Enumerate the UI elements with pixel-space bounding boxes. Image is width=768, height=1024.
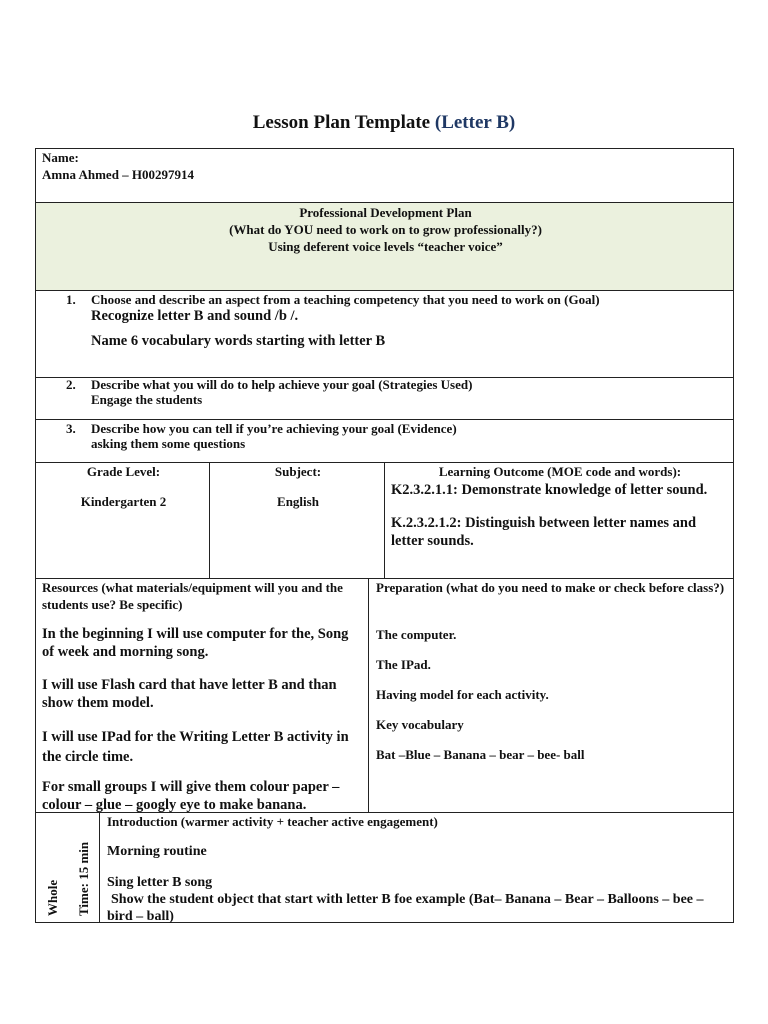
title-main: Lesson Plan Template (252, 112, 435, 133)
subject-cell (209, 462, 385, 579)
page-title (0, 112, 768, 134)
intro-side-cell (35, 812, 100, 923)
goal-line-1: Recognize letter B and sound /b /. (91, 308, 299, 324)
resources-p1: In the beginning I will use computer for the, Song of week and morning song. (42, 626, 349, 660)
name-label: Name: (42, 150, 79, 165)
pdp-line-1: Professional Development Plan (299, 205, 472, 220)
intro-p1: Morning routine (107, 844, 207, 859)
preparation-p2: The IPad. (376, 657, 431, 672)
pdp-line-2: (What do YOU need to work on to grow professionally?) (229, 222, 542, 237)
outcome-cell (384, 462, 734, 579)
name-section (35, 148, 734, 203)
evidence-section (35, 419, 734, 463)
evidence-value: asking them some questions (91, 436, 246, 451)
preparation-p3: Having model for each activity. (376, 687, 549, 702)
title-accent: (Letter B) (434, 112, 516, 133)
pdp-line-3: Using deferent voice levels “teacher voice” (268, 239, 503, 254)
resources-cell (35, 578, 369, 813)
grade-label: Grade Level: (86, 464, 161, 479)
subject-value: English (277, 494, 319, 509)
preparation-cell (368, 578, 734, 813)
strategies-label: Describe what you will do to help achieve your goal (Strategies Used) (91, 377, 473, 392)
outcome-label: Learning Outcome (MOE code and words): (438, 464, 682, 479)
goal-line-2: Name 6 vocabulary words starting with letter B (91, 333, 386, 349)
intro-label: Introduction (warmer activity + teacher active engagement) (107, 814, 438, 829)
goal-section (35, 290, 734, 378)
goal-number: 1. (66, 292, 76, 307)
intro-p2: Sing letter B song (107, 875, 213, 890)
outcome-item-1: K2.3.2.1.1: Demonstrate knowledge of letter sound. (391, 482, 708, 498)
strategies-value: Engage the students (91, 392, 203, 407)
strategies-section (35, 377, 734, 420)
resources-label: Resources (what materials/equipment will you and the students use? Be specific) (42, 580, 343, 612)
preparation-p4: Key vocabulary (376, 717, 464, 732)
resources-p3: I will use IPad for the Writing Letter B activity in the circle time. (42, 729, 349, 765)
outcome-item-2: K.2.3.2.1.2: Distinguish between letter names and letter sounds. (391, 515, 697, 549)
preparation-p5: Bat –Blue – Banana – bear – bee- ball (376, 747, 585, 762)
grade-value: Kindergarten 2 (80, 494, 167, 509)
resources-p4: For small groups I will give them colour paper – colour – glue – googly eye to make banana. (42, 779, 340, 813)
evidence-label: Describe how you can tell if you’re achieving your goal (Evidence) (91, 421, 457, 436)
goal-label: Choose and describe an aspect from a teaching competency that you need to work on (Goal) (91, 292, 600, 307)
intro-cell (99, 812, 734, 923)
grade-cell (35, 462, 210, 579)
intro-p3: Show the student object that start with letter B foe example (Bat– Banana – Bear – Balloons – bee – bird – ball) (107, 892, 704, 924)
preparation-label: Preparation (what do you need to make or check before class?) (376, 580, 725, 595)
intro-side-time: Time: 15 min (76, 841, 91, 916)
strategies-number: 2. (66, 377, 76, 392)
pdp-section (35, 202, 734, 291)
preparation-p1: The computer. (376, 627, 457, 642)
evidence-number: 3. (66, 421, 76, 436)
name-value: Amna Ahmed – H00297914 (42, 167, 195, 182)
intro-side-whole: Whole (45, 879, 60, 916)
subject-label: Subject: (274, 464, 322, 479)
resources-p2: I will use Flash card that have letter B and than show them model. (42, 677, 337, 711)
